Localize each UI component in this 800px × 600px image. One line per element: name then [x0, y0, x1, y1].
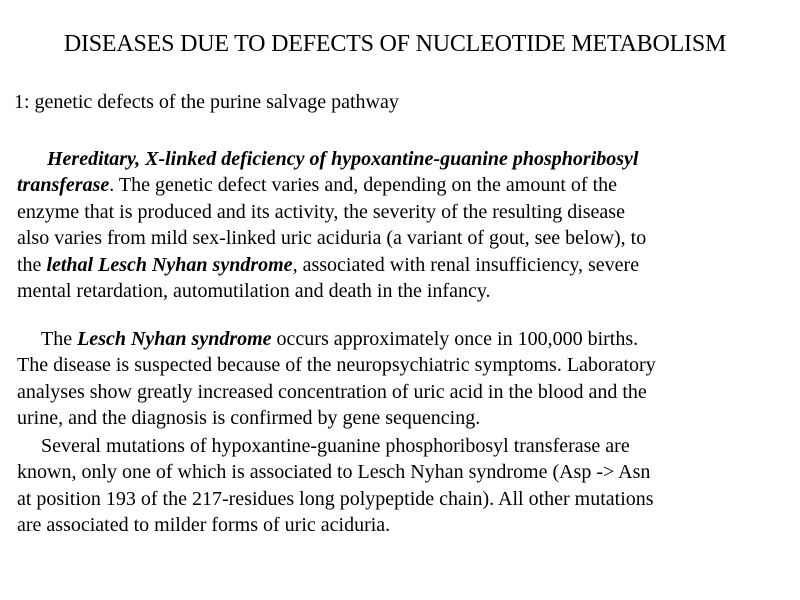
text-run: occurs approximately once in 100,000 births.	[271, 328, 639, 350]
slide-subtitle: 1: genetic defects of the purine salvage pathway	[14, 91, 399, 113]
paragraph-line: at position 193 of the 217-residues long polypeptide chain). All other mutations	[17, 487, 654, 510]
emphasis-term: lethal Lesch Nyhan syndrome	[46, 253, 293, 276]
text-run: The	[41, 328, 78, 350]
paragraph-line: analyses show greatly increased concentration of uric acid in the blood and the	[17, 380, 647, 403]
text-run: , associated with renal insufficiency, severe	[292, 253, 640, 276]
paragraph-line: Several mutations of hypoxantine-guanine phosphoribosyl transferase are	[41, 435, 630, 457]
paragraph-line: The disease is suspected because of the neuropsychiatric symptoms. Laboratory	[17, 354, 656, 377]
paragraph-hgprt-deficiency	[17, 146, 787, 304]
emphasis-heading: Hereditary, X-linked deficiency of hypoxantine-guanine phosphoribosyl	[47, 148, 639, 170]
emphasis-term: transferase	[17, 174, 110, 197]
paragraph-line: mental retardation, automutilation and death in the infancy.	[17, 280, 491, 303]
paragraph-lesch-nyhan	[17, 326, 787, 432]
paragraph-line: are associated to milder forms of uric aciduria.	[17, 514, 391, 537]
text-run: the	[17, 253, 47, 276]
paragraph-line: also varies from mild sex-linked uric aciduria (a variant of gout, see below), to	[17, 227, 647, 250]
paragraph-line: known, only one of which is associated to Lesch Nyhan syndrome (Asp -> Asn	[17, 461, 651, 484]
paragraph-line	[17, 146, 787, 172]
paragraph-line: urine, and the diagnosis is confirmed by gene sequencing.	[17, 407, 481, 430]
slide-title: DISEASES DUE TO DEFECTS OF NUCLEOTIDE METABOLISM	[63, 31, 727, 57]
paragraph-line	[17, 172, 787, 198]
paragraph-line: enzyme that is produced and its activity, the severity of the resulting disease	[17, 200, 625, 223]
paragraph-mutations	[17, 433, 787, 539]
text-run: . The genetic defect varies and, depending on the amount of the	[109, 174, 618, 197]
emphasis-term: Lesch Nyhan syndrome	[77, 328, 272, 350]
paragraph-line	[17, 252, 787, 278]
paragraph-line	[17, 326, 787, 352]
